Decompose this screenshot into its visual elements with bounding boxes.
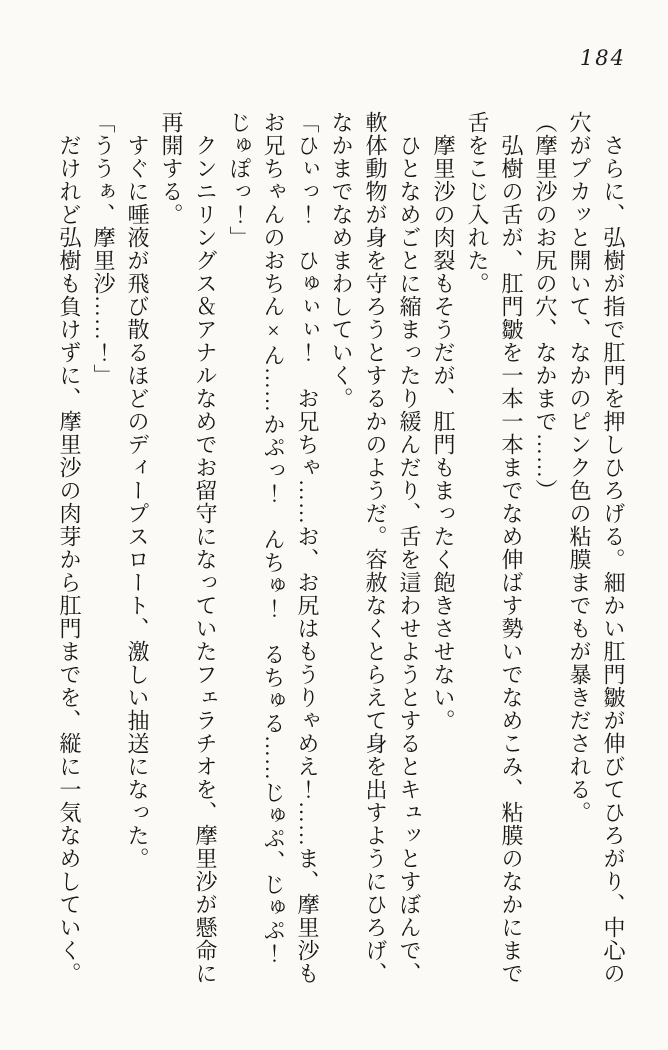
text-line: 「ひぃっ！ ひゅぃぃ！ お兄ちゃ……お、お尻はもうりゃめえ！……ま、摩里沙も [295,111,320,985]
text-line: 「ううぁ、摩里沙……！」 [91,111,116,387]
text-line: 軟体動物が身を守ろうとするかのようだ。容赦なくとらえて身を出すようにひろげ、 [363,111,388,985]
text-line: ひとなめごとに縮まったり緩んだり、舌を這わせようとするとキュッとすぼんで、 [397,111,422,985]
text-line: お兄ちゃんのおちん×ん……かぷっ！ んちゅ！ るちゅる……じゅぷ、じゅぷ！ [261,111,286,965]
text-line: 摩里沙の肉裂もそうだが、肛門もまったく飽きさせない。 [431,111,456,732]
text-line: 再開する。 [159,111,184,226]
text-line: さらに、弘樹が指で肛門を押しひろげる。細かい肛門皺が伸びてひろがり、中心の [601,111,626,985]
page-number: 184 [579,46,626,70]
text-line: すぐに唾液が飛び散るほどのディープスロート、激しい抽送になった。 [125,111,150,870]
text-line: 弘樹の舌が、肛門皺を一本一本までなめ伸ばす勢いでなめこみ、粘膜のなかにまで [499,111,524,985]
text-line: じゅぽっ！」 [227,111,252,249]
text-area [52,111,630,993]
text-line: なかまでなめまわしていく。 [329,111,354,410]
text-line: 舌をこじ入れた。 [465,111,490,295]
text-line: クンニリングス＆アナルなめでお留守になっていたフェラチオを、摩里沙が懸命に [193,111,218,985]
text-line: （摩里沙のお尻の穴、なかまで……） [533,111,558,502]
text-line: 穴がプカッと開いて、なかのピンク色の粘膜までもが暴きだされる。 [567,111,592,824]
text-line: だけれど弘樹も負けずに、摩里沙の肉芽から肛門までを、縦に一気なめしていく。 [57,111,82,985]
